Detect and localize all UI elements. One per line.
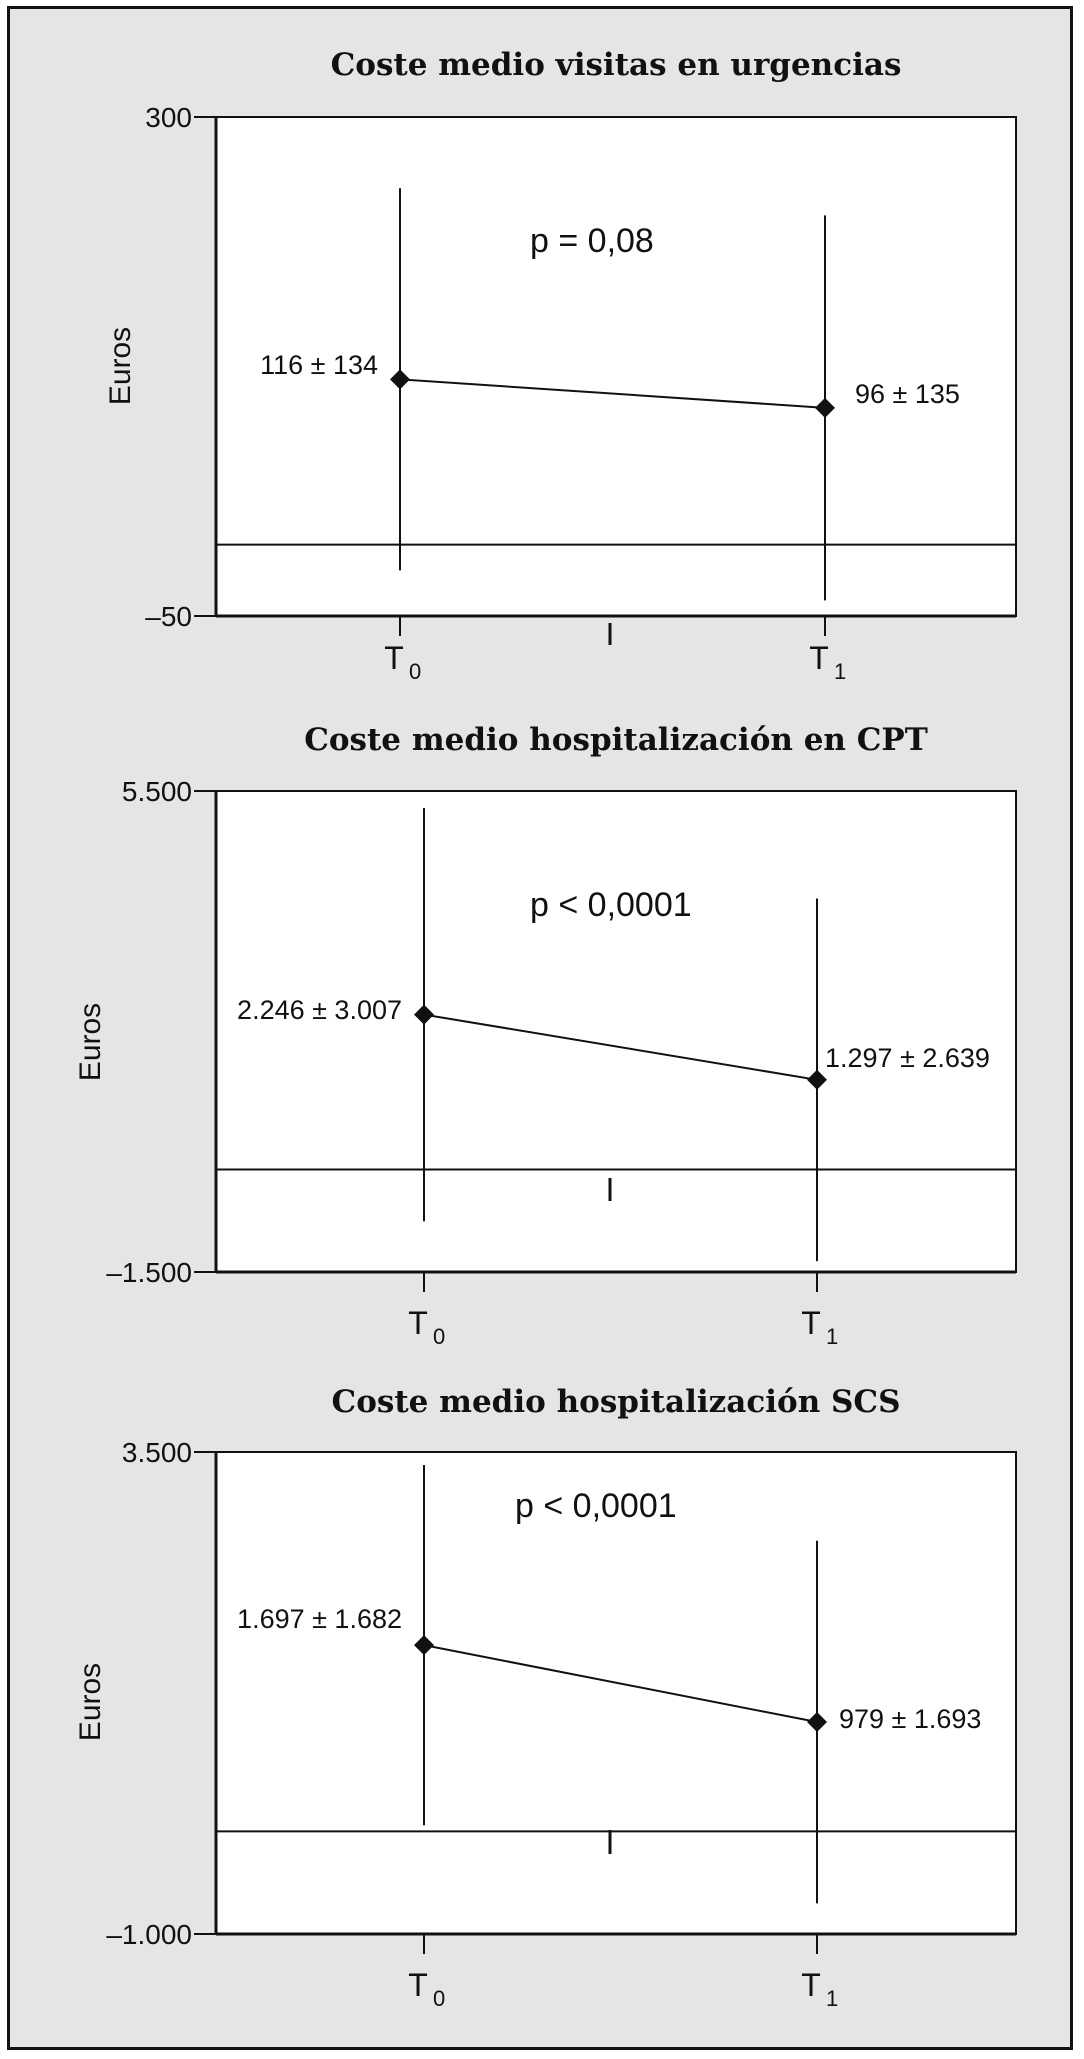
data-label: 2.246 ± 3.007 bbox=[237, 995, 402, 1025]
x-tick-label: T bbox=[408, 1305, 428, 1341]
chart-3 bbox=[74, 1384, 1016, 2011]
x-tick-subscript: 1 bbox=[826, 1986, 839, 2011]
y-tick-label: –1.000 bbox=[106, 1919, 192, 1950]
figure-panel bbox=[7, 6, 1073, 2050]
y-tick-label: 5.500 bbox=[121, 776, 192, 807]
x-tick-label: T bbox=[809, 640, 829, 676]
y-tick-label: –1.500 bbox=[106, 1257, 192, 1288]
p-value-annotation: p < 0,0001 bbox=[515, 1487, 677, 1525]
y-tick-label: 300 bbox=[145, 102, 192, 133]
data-label: 1.697 ± 1.682 bbox=[237, 1604, 402, 1634]
charts-svg bbox=[10, 9, 1076, 2053]
p-value-annotation: p < 0,0001 bbox=[530, 886, 692, 924]
y-axis-label: Euros bbox=[104, 326, 137, 406]
chart-title: Coste medio hospitalización SCS bbox=[331, 1384, 901, 1420]
chart-2 bbox=[74, 722, 1016, 1349]
x-tick-subscript: 1 bbox=[834, 659, 847, 684]
x-tick-label: T bbox=[801, 1305, 821, 1341]
y-axis-label: Euros bbox=[74, 1662, 107, 1742]
x-tick-label: T bbox=[384, 640, 404, 676]
chart-title: Coste medio visitas en urgencias bbox=[330, 47, 902, 83]
x-tick-subscript: 0 bbox=[433, 1324, 446, 1349]
chart-title: Coste medio hospitalización en CPT bbox=[304, 722, 928, 758]
y-tick-label: 3.500 bbox=[121, 1437, 192, 1468]
x-tick-label: T bbox=[801, 1967, 821, 2003]
x-tick-label: T bbox=[408, 1967, 428, 2003]
x-tick-subscript: 0 bbox=[409, 659, 422, 684]
chart-1 bbox=[104, 47, 1016, 684]
y-tick-label: –50 bbox=[145, 601, 192, 632]
plot-area bbox=[216, 791, 1016, 1272]
data-label: 979 ± 1.693 bbox=[839, 1704, 982, 1734]
data-label: 116 ± 134 bbox=[260, 350, 378, 380]
data-label: 1.297 ± 2.639 bbox=[825, 1043, 990, 1073]
p-value-annotation: p = 0,08 bbox=[530, 222, 654, 260]
data-label: 96 ± 135 bbox=[855, 379, 960, 409]
y-axis-label: Euros bbox=[74, 1002, 107, 1082]
x-tick-subscript: 0 bbox=[433, 1986, 446, 2011]
x-tick-subscript: 1 bbox=[826, 1324, 839, 1349]
